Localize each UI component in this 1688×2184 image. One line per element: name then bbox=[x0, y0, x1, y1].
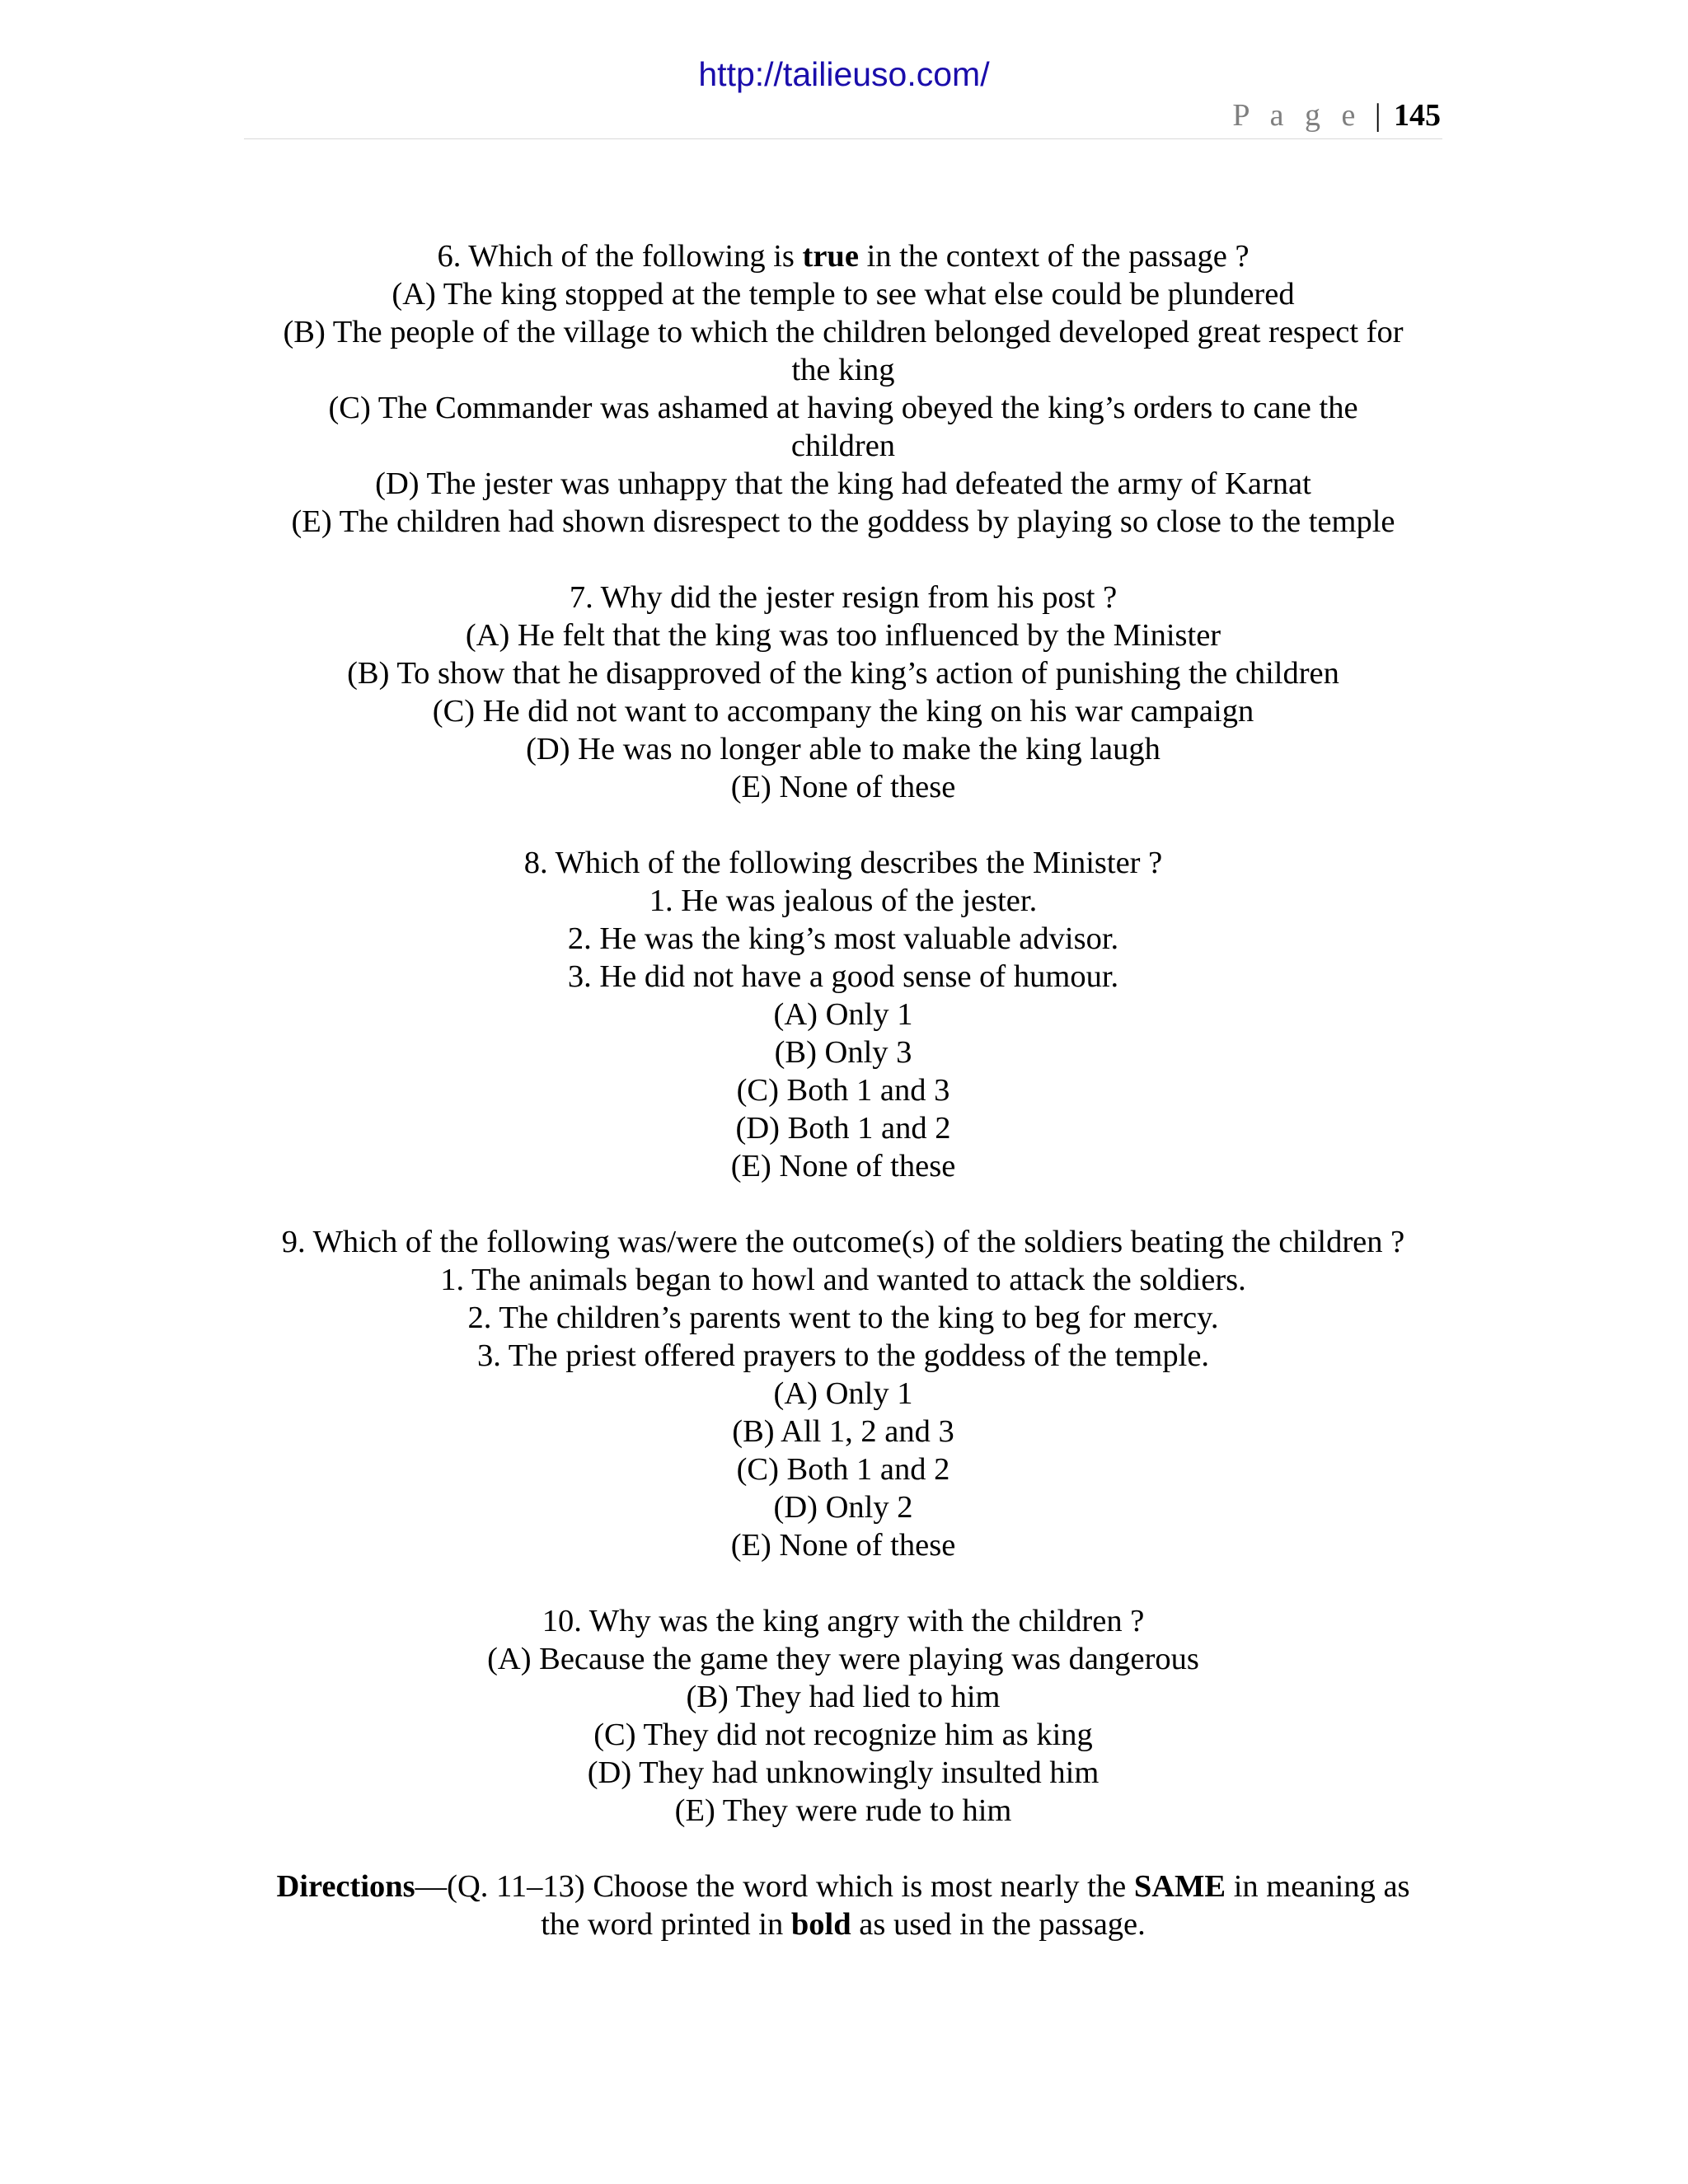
option-c: (C) Both 1 and 2 bbox=[736, 1452, 950, 1487]
statement-2: 2. The children’s parents went to the king to beg for mercy. bbox=[467, 1301, 1219, 1335]
page-label: P a g e bbox=[1232, 98, 1362, 133]
header-url-link[interactable]: http://tailieuso.com/ bbox=[698, 55, 990, 93]
directions-line-1: Directions—(Q. 11–13) Choose the word which is most nearly the SAME in meaning as bbox=[276, 1869, 1410, 1904]
option-b: (B) They had lied to him bbox=[686, 1680, 1001, 1714]
option-a: (A) Because the game they were playing was dangerous bbox=[487, 1642, 1199, 1676]
option-d: (D) Only 2 bbox=[773, 1490, 913, 1525]
question-6 bbox=[244, 237, 1442, 541]
spacer bbox=[244, 806, 1442, 844]
option-e: (E) They were rude to him bbox=[674, 1793, 1012, 1828]
option-d: (D) The jester was unhappy that the king had defeated the army of Karnat bbox=[375, 466, 1311, 501]
option-c-continued: children bbox=[790, 429, 896, 463]
page-number bbox=[1232, 97, 1441, 135]
statement-2: 2. He was the king’s most valuable advisor. bbox=[567, 921, 1119, 956]
directions-label: Directions bbox=[276, 1869, 415, 1904]
option-a: (A) He felt that the king was too influenced by the Minister bbox=[465, 618, 1221, 653]
option-a: (A) Only 1 bbox=[773, 997, 913, 1032]
question-10 bbox=[244, 1602, 1442, 1830]
question-stem: 7. Why did the jester resign from his post ? bbox=[569, 580, 1118, 615]
header-divider bbox=[244, 138, 1442, 139]
spacer bbox=[244, 1564, 1442, 1602]
option-d: (D) They had unknowingly insulted him bbox=[587, 1755, 1100, 1790]
question-8 bbox=[244, 844, 1442, 1185]
emphasis-same: SAME bbox=[1133, 1869, 1226, 1904]
directions-line-2: the word printed in bold as used in the passage. bbox=[541, 1907, 1146, 1942]
option-b: (B) Only 3 bbox=[774, 1035, 912, 1070]
emphasis-bold: bold bbox=[790, 1907, 851, 1942]
option-b-continued: the king bbox=[791, 353, 895, 387]
statement-3: 3. He did not have a good sense of humour. bbox=[567, 959, 1119, 994]
directions-block bbox=[244, 1868, 1442, 1943]
question-stem: 9. Which of the following was/were the outcome(s) of the soldiers beating the children ? bbox=[281, 1225, 1405, 1259]
option-c: (C) They did not recognize him as king bbox=[593, 1718, 1093, 1752]
option-e: (E) None of these bbox=[730, 1149, 956, 1183]
option-b: (B) The people of the village to which the children belonged developed great respect for bbox=[283, 315, 1404, 349]
question-stem: 6. Which of the following is true in the context of the passage ? bbox=[437, 239, 1250, 274]
question-stem: 10. Why was the king angry with the children ? bbox=[542, 1604, 1145, 1638]
page-separator: | bbox=[1374, 98, 1381, 133]
option-c: (C) He did not want to accompany the king on his war campaign bbox=[432, 694, 1254, 729]
spacer bbox=[244, 541, 1442, 579]
option-d: (D) He was no longer able to make the king laugh bbox=[526, 732, 1160, 766]
option-b: (B) To show that he disapproved of the king’s action of punishing the children bbox=[347, 656, 1339, 691]
option-e: (E) The children had shown disrespect to the goddess by playing so close to the temple bbox=[291, 504, 1395, 539]
option-e: (E) None of these bbox=[730, 1528, 956, 1563]
option-a: (A) Only 1 bbox=[773, 1376, 913, 1411]
question-9 bbox=[244, 1223, 1442, 1564]
page-content bbox=[244, 237, 1442, 1943]
option-a: (A) The king stopped at the temple to see what else could be plundered bbox=[392, 277, 1295, 312]
emphasis-true: true bbox=[802, 239, 859, 274]
spacer bbox=[244, 1185, 1442, 1223]
statement-3: 3. The priest offered prayers to the goddess of the temple. bbox=[476, 1338, 1210, 1373]
question-7 bbox=[244, 579, 1442, 806]
question-stem: 8. Which of the following describes the Minister ? bbox=[523, 846, 1163, 880]
statement-1: 1. He was jealous of the jester. bbox=[649, 883, 1038, 918]
statement-1: 1. The animals began to howl and wanted to attack the soldiers. bbox=[440, 1263, 1246, 1297]
option-b: (B) All 1, 2 and 3 bbox=[732, 1414, 954, 1449]
spacer bbox=[244, 1830, 1442, 1868]
option-c: (C) The Commander was ashamed at having obeyed the king’s orders to cane the bbox=[328, 391, 1358, 425]
option-e: (E) None of these bbox=[730, 770, 956, 804]
option-c: (C) Both 1 and 3 bbox=[736, 1073, 950, 1108]
option-d: (D) Both 1 and 2 bbox=[735, 1111, 951, 1146]
page-number-value: 145 bbox=[1394, 98, 1441, 133]
